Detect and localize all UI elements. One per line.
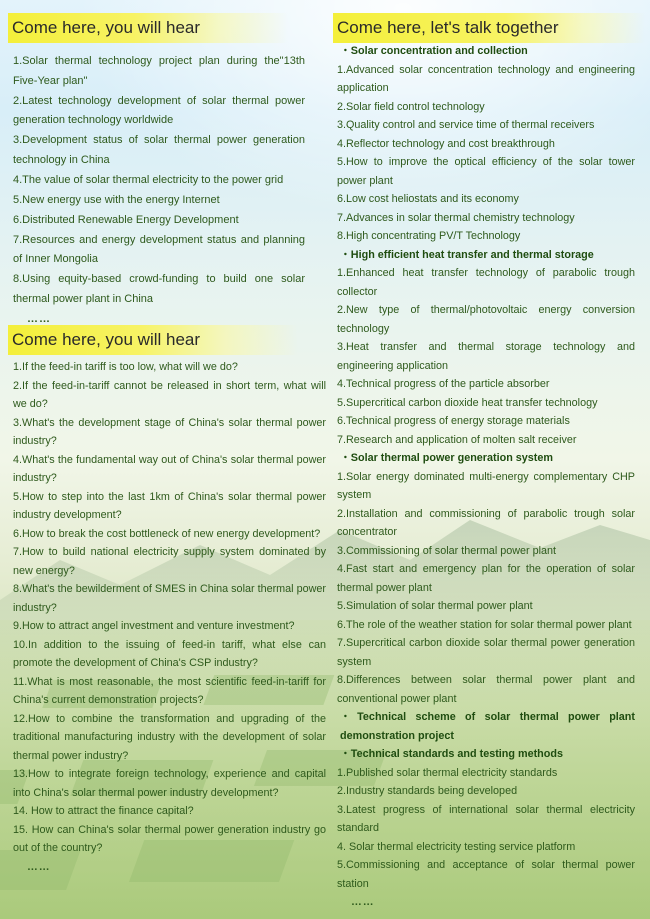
list-item: 4.What's the fundamental way out of China's solar thermal power industry? xyxy=(13,453,326,484)
list-item: 1.Enhanced heat transfer technology of parabolic trough collector xyxy=(337,267,635,298)
list-item: 2.Solar field control technology xyxy=(337,100,485,113)
list-item: 5.New energy use with the energy Internet xyxy=(13,193,220,206)
list-item: 6.The role of the weather station for solar thermal power plant xyxy=(337,618,632,631)
list-item: 3.Latest progress of international solar thermal electricity standard xyxy=(337,803,635,834)
section-title: ・Solar concentration and collection xyxy=(340,45,528,57)
list-item: 4. Solar thermal electricity testing service platform xyxy=(337,840,576,853)
list-item: 7.Advances in solar thermal chemistry technology xyxy=(337,211,575,224)
list-item: 1.Published solar thermal electricity standards xyxy=(337,766,558,779)
list-item: 2.Installation and commissioning of parabolic trough solar concentrator xyxy=(337,507,635,538)
list-item: 3.Quality control and service time of thermal receivers xyxy=(337,119,595,131)
list-item: 11.What is most reasonable, the most scientific feed-in-tariff for China's current demonstration projects? xyxy=(13,675,326,706)
section-title: ・Technical scheme of solar thermal power plant demonstration project xyxy=(340,711,635,742)
list-item: 2.If the feed-in-tariff cannot be released in short term, what will we do? xyxy=(13,379,326,410)
list-item: 8.Using equity-based crowd-funding to build one solar thermal power plant in China xyxy=(13,273,305,305)
left-top-list xyxy=(13,52,305,330)
list-item: 7.Research and application of molten salt receiver xyxy=(337,433,577,446)
list-item: 1.Solar energy dominated multi-energy complementary CHP system xyxy=(337,470,635,501)
list-item: 2.Latest technology development of solar thermal power generation technology worldwide xyxy=(13,94,305,126)
list-item: 3.Commissioning of solar thermal power plant xyxy=(337,544,557,557)
list-item: 5.Supercritical carbon dioxide heat transfer technology xyxy=(337,396,598,409)
list-item: 6.Technical progress of energy storage materials xyxy=(337,415,570,427)
list-item: 3.Heat transfer and thermal storage technology and engineering application xyxy=(337,341,635,372)
list-item: 3.What's the development stage of China's solar thermal power industry? xyxy=(13,416,326,447)
list-item: 8.What's the bewilderment of SMES in China solar thermal power industry? xyxy=(13,583,326,614)
list-item: 14. How to attract the finance capital? xyxy=(13,805,194,817)
list-item: 5.Simulation of solar thermal power plant xyxy=(337,600,533,612)
left-bottom-list xyxy=(13,358,326,876)
list-item: 2.New type of thermal/photovoltaic energy conversion technology xyxy=(337,304,635,335)
heading-left-bottom: Come here, you will hear xyxy=(8,325,298,355)
list-item: 1.Solar thermal technology project plan during the"13th Five-Year plan" xyxy=(13,55,305,87)
list-item: 7.Resources and energy development status and planning of Inner Mongolia xyxy=(13,233,305,265)
list-item: 3.Development status of solar thermal power generation technology in China xyxy=(13,134,305,166)
list-item: 4.Fast start and emergency plan for the operation of solar thermal power plant xyxy=(337,563,635,594)
heading-left-top: Come here, you will hear xyxy=(8,13,288,43)
list-item: 4.The value of solar thermal electricity to the power grid xyxy=(13,173,284,186)
ellipsis: …… xyxy=(351,896,375,908)
list-item: 6.How to break the cost bottleneck of new energy development? xyxy=(13,527,321,540)
list-item: 6.Low cost heliostats and its economy xyxy=(337,193,519,205)
list-item: 8.Differences between solar thermal power plant and conventional power plant xyxy=(337,674,635,705)
list-item: 4.Technical progress of the particle absorber xyxy=(337,378,550,390)
section-title: ・High efficient heat transfer and thermal storage xyxy=(340,248,594,261)
list-item: 13.How to integrate foreign technology, experience and capital into China's solar thermal power industry development? xyxy=(13,768,326,799)
section-title: ・Technical standards and testing methods xyxy=(340,748,563,760)
list-item: 7.Supercritical carbon dioxide solar thermal power generation system xyxy=(337,637,635,668)
list-item: 8.High concentrating PV/T Technology xyxy=(337,230,521,242)
list-item: 1.If the feed-in tariff is too low, what will we do? xyxy=(13,361,238,373)
ellipsis: …… xyxy=(27,860,51,873)
list-item: 4.Reflector technology and cost breakthrough xyxy=(337,137,555,150)
list-item: 6.Distributed Renewable Energy Development xyxy=(13,213,239,226)
list-item: 10.In addition to the issuing of feed-in tariff, what else can promote the development of China's CSP industry? xyxy=(13,638,326,669)
right-topics-list xyxy=(337,42,635,912)
list-item: 7.How to build national electricity supply system dominated by new energy? xyxy=(13,546,326,577)
ellipsis: …… xyxy=(27,312,51,325)
heading-right-top: Come here, let's talk together xyxy=(333,13,645,43)
list-item: 1.Advanced solar concentration technology and engineering application xyxy=(337,63,635,94)
section-title: ・Solar thermal power generation system xyxy=(340,452,554,464)
list-item: 15. How can China's solar thermal power generation industry go out of the country? xyxy=(13,823,326,854)
list-item: 2.Industry standards being developed xyxy=(337,785,518,797)
list-item: 12.How to combine the transformation and upgrading of the traditional manufacturing industry with the development of solar thermal power industry? xyxy=(13,712,326,762)
list-item: 5.How to improve the optical efficiency of the solar tower power plant xyxy=(337,156,635,187)
list-item: 9.How to attract angel investment and venture investment? xyxy=(13,620,295,632)
list-item: 5.How to step into the last 1km of China's solar thermal power industry development? xyxy=(13,490,326,521)
list-item: 5.Commissioning and acceptance of solar thermal power station xyxy=(337,859,635,890)
